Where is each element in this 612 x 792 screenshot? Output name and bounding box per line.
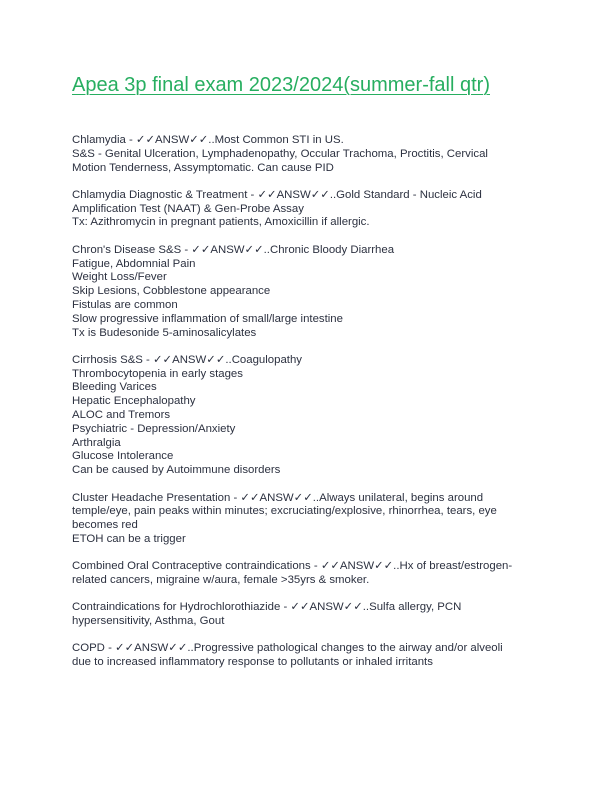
text-line: Fatigue, Abdomnial Pain [72, 257, 196, 270]
text-line: related cancers, migraine w/aura, female >35yrs & smoker. [72, 574, 370, 587]
text-line: Glucose Intolerance [72, 450, 174, 463]
text-line: S&S - Genital Ulceration, Lymphadenopathy, Occular Trachoma, Proctitis, Cervical [72, 147, 488, 160]
text-line: Chlamydia - ✓✓ANSW✓✓..Most Common STI in US. [72, 134, 344, 146]
text-line: Fistulas are common [72, 298, 178, 311]
text-line: hypersensitivity, Asthma, Gout [72, 615, 225, 628]
entry-cluster-headache [72, 492, 542, 547]
text-line: Cirrhosis S&S - ✓✓ANSW✓✓..Coagulopathy [72, 353, 302, 366]
text-line: Arthralgia [72, 436, 121, 449]
text-line: ALOC and Tremors [72, 409, 171, 422]
text-line: Weight Loss/Fever [72, 271, 167, 284]
text-line: Amplification Test (NAAT) & Gen-Probe Assay [72, 202, 304, 215]
text-line: Thrombocytopenia in early stages [72, 367, 243, 380]
entry-chrons-disease [72, 244, 542, 341]
text-line: Hepatic Encephalopathy [72, 395, 196, 408]
entry-copd [72, 642, 542, 670]
text-line: Contraindications for Hydrochlorothiazide - ✓✓ANSW✓✓..Sulfa allergy, PCN [72, 601, 462, 614]
entry-chlamydia [72, 134, 542, 175]
text-line: Motion Tenderness, Assymptomatic. Can cause PID [72, 161, 334, 174]
text-line: Tx is Budesonide 5-aminosalicylates [72, 326, 257, 339]
text-line: Tx: Azithromycin in pregnant patients, Amoxicillin if allergic. [72, 216, 370, 229]
text-line: Chlamydia Diagnostic & Treatment - ✓✓ANSW✓✓..Gold Standard - Nucleic Acid [72, 188, 482, 201]
text-line: ETOH can be a trigger [72, 532, 186, 545]
text-line: due to increased inflammatory response to pollutants or inhaled irritants [72, 656, 433, 669]
text-line: becomes red [72, 519, 138, 532]
entry-cirrhosis [72, 354, 542, 478]
entry-hydrochlorothiazide [72, 601, 542, 629]
text-line: Cluster Headache Presentation - ✓✓ANSW✓✓..Always unilateral, begins around [72, 491, 484, 504]
text-line: Can be caused by Autoimmune disorders [72, 464, 281, 477]
text-line: COPD - ✓✓ANSW✓✓..Progressive pathological changes to the airway and/or alveoli [72, 642, 503, 655]
document-title: Apea 3p final exam 2023/2024(summer-fall qtr) [72, 74, 490, 96]
text-line: Combined Oral Contraceptive contraindications - ✓✓ANSW✓✓..Hx of breast/estrogen- [72, 560, 513, 573]
text-line: Skip Lesions, Cobblestone appearance [72, 285, 271, 298]
document-body [72, 134, 542, 670]
text-line: Bleeding Varices [72, 381, 157, 394]
text-line: Slow progressive inflammation of small/large intestine [72, 312, 343, 325]
text-line: Psychiatric - Depression/Anxiety [72, 422, 236, 435]
text-line: temple/eye, pain peaks within minutes; excruciating/explosive, rhinorrhea, tears, eye [72, 505, 497, 518]
entry-combined-oral-contraceptive [72, 560, 542, 588]
text-line: Chron's Disease S&S - ✓✓ANSW✓✓..Chronic Bloody Diarrhea [72, 243, 395, 256]
entry-chlamydia-diagnostic [72, 189, 542, 230]
